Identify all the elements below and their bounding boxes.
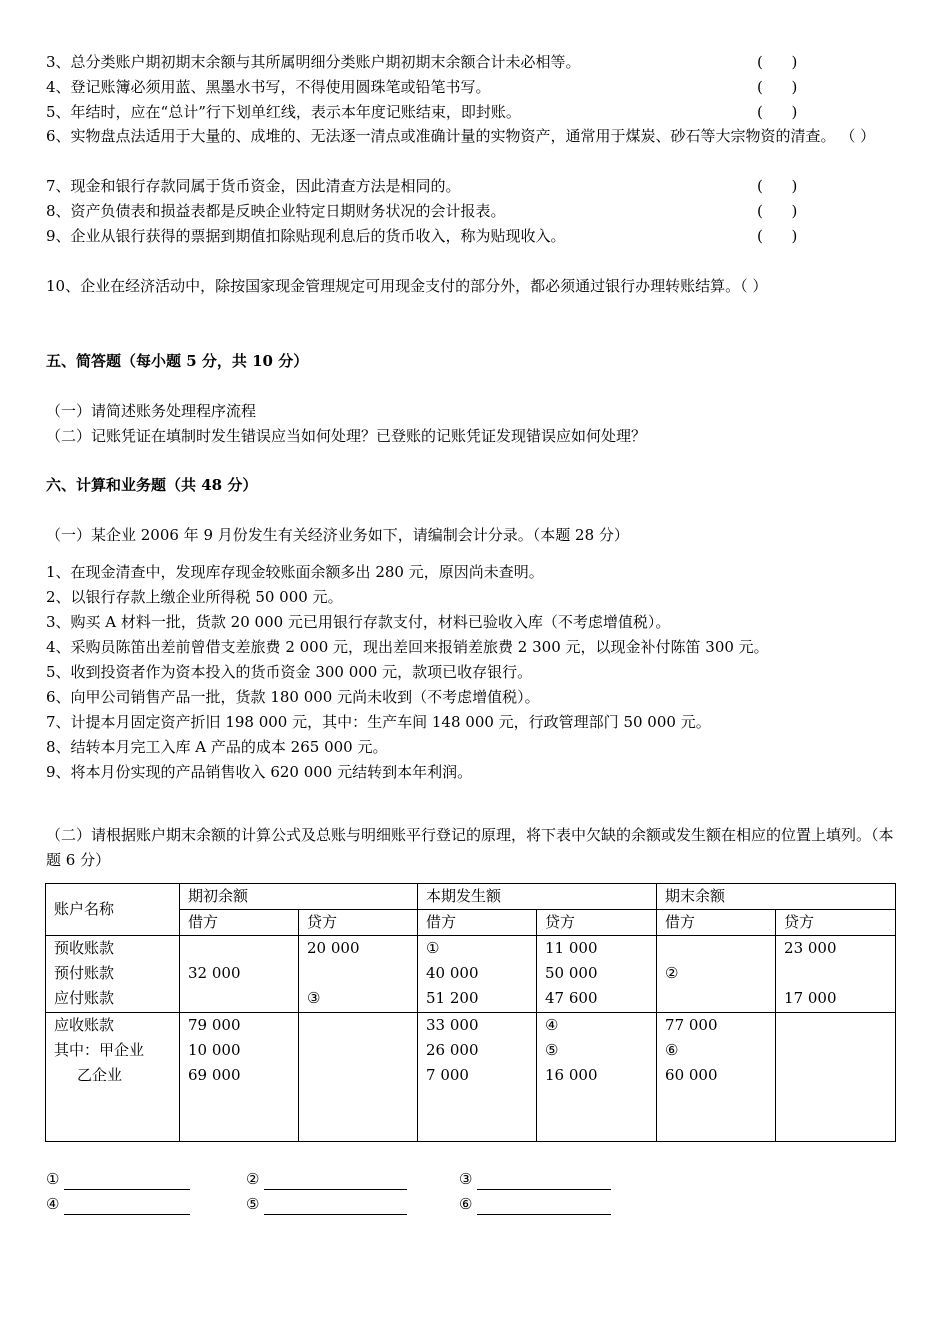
cell-value: 51 200 (426, 989, 479, 1007)
header-closing-balance: 期末余额 (657, 884, 896, 910)
cell-period-credit (537, 936, 657, 1013)
cell-value (665, 986, 775, 1011)
account-name: 应付账款 (54, 989, 115, 1007)
header-debit: 借方 (657, 910, 776, 936)
cell-value: 23 000 (784, 939, 837, 957)
cell-value: ⑤ (545, 1041, 559, 1059)
cell-value (784, 961, 895, 986)
section5-heading: 五、简答题（每小题 5 分，共 10 分） (46, 352, 309, 370)
answer-paren-9: ( ) (757, 227, 798, 245)
table-header-row (46, 884, 896, 910)
cell-closing-credit (776, 1013, 896, 1142)
answer-blank-1[interactable] (46, 1168, 190, 1190)
cell-value: 50 000 (545, 964, 598, 982)
cell-value: 7 000 (426, 1066, 469, 1084)
answer-blank-3[interactable] (459, 1168, 611, 1190)
cell-value: 60 000 (665, 1066, 718, 1084)
answer-marker: ② (246, 1170, 260, 1188)
answer-paren-4: ( ) (757, 78, 798, 96)
cell-value: 33 000 (426, 1016, 479, 1034)
account-names-block2 (46, 1013, 180, 1142)
answer-paren-5: ( ) (757, 103, 798, 121)
business-item-8: 8、结转本月完工入库 A 产品的成本 265 000 元。 (46, 738, 388, 756)
cell-value: ③ (307, 989, 321, 1007)
cell-value (784, 1063, 895, 1088)
cell-opening-debit (180, 936, 299, 1013)
answer-marker: ⑤ (246, 1195, 260, 1213)
judgment-item-8: 8、资产负债表和损益表都是反映企业特定日期财务状况的会计报表。 (46, 202, 506, 220)
answer-line[interactable] (264, 1173, 407, 1190)
cell-value: ② (665, 964, 679, 982)
cell-value (307, 1063, 417, 1088)
part2-intro: （二）请根据账户期末余额的计算公式及总账与明细账平行登记的原理，将下表中欠缺的余额或发生额在相应的位置上填列。（本题 6 分） (46, 826, 894, 869)
cell-value: ① (426, 939, 440, 957)
cell-value: 17 000 (784, 989, 837, 1007)
table-row (46, 1013, 896, 1142)
answer-line[interactable] (477, 1198, 611, 1215)
judgment-item-4: 4、登记账簿必须用蓝、黑墨水书写，不得使用圆珠笔或铅笔书写。 (46, 78, 491, 96)
short-question-1: （一）请简述账务处理程序流程 (46, 402, 257, 420)
cell-value: 32 000 (188, 964, 241, 982)
cell-value: 20 000 (307, 939, 360, 957)
header-credit: 贷方 (537, 910, 657, 936)
business-item-1: 1、在现金清查中，发现库存现金较账面余额多出 280 元，原因尚未查明。 (46, 563, 544, 581)
cell-period-debit (418, 1013, 537, 1142)
header-debit: 借方 (180, 910, 299, 936)
business-item-3: 3、购买 A 材料一批，货款 20 000 元已用银行存款支付，材料已验收入库（不考虑增值税）。 (46, 613, 671, 631)
judgment-item-3: 3、总分类账户期初期末余额与其所属明细分类账户期初期末余额合计未必相等。 (46, 53, 581, 71)
judgment-item-7: 7、现金和银行存款同属于货币资金，因此清查方法是相同的。 (46, 177, 461, 195)
header-credit: 贷方 (776, 910, 896, 936)
cell-closing-debit (657, 1013, 776, 1142)
account-table (45, 883, 896, 1142)
answer-marker: ⑥ (459, 1195, 473, 1213)
account-names-block1 (46, 936, 180, 1013)
business-item-7: 7、计提本月固定资产折旧 198 000 元，其中：生产车间 148 000 元，行政管理部门 50 000 元。 (46, 713, 711, 731)
cell-value (784, 1038, 895, 1063)
header-debit: 借方 (418, 910, 537, 936)
answer-line[interactable] (64, 1198, 190, 1215)
business-item-2: 2、以银行存款上缴企业所得税 50 000 元。 (46, 588, 343, 606)
cell-value: 40 000 (426, 964, 479, 982)
cell-value: ④ (545, 1016, 559, 1034)
cell-value: 47 600 (545, 989, 598, 1007)
judgment-item-6: 6、实物盘点法适用于大量的、成堆的、无法逐一清点或准确计量的实物资产，通常用于煤炭、砂石等大宗物资的清查。 （ ） (46, 127, 876, 145)
answer-blank-4[interactable] (46, 1193, 190, 1215)
short-question-2: （二）记账凭证在填制时发生错误应当如何处理？已登账的记账凭证发现错误应如何处理？ (46, 427, 647, 445)
cell-value: ⑥ (665, 1041, 679, 1059)
answer-marker: ④ (46, 1195, 60, 1213)
part1-intro: （一）某企业 2006 年 9 月份发生有关经济业务如下，请编制会计分录。（本题 28 分） (46, 526, 629, 544)
answer-blank-5[interactable] (246, 1193, 407, 1215)
cell-period-debit (418, 936, 537, 1013)
account-name: 其中：甲企业 (54, 1041, 145, 1059)
header-period-amount: 本期发生额 (418, 884, 657, 910)
cell-opening-debit (180, 1013, 299, 1142)
table-row (46, 936, 896, 1013)
business-item-5: 5、收到投资者作为资本投入的货币资金 300 000 元，款项已收存银行。 (46, 663, 533, 681)
section6-heading: 六、计算和业务题（共 48 分） (46, 476, 258, 494)
answer-marker: ① (46, 1170, 60, 1188)
account-name: 乙企业 (77, 1066, 123, 1084)
cell-period-credit (537, 1013, 657, 1142)
answer-line[interactable] (477, 1173, 611, 1190)
cell-value: 11 000 (545, 939, 598, 957)
account-name: 预付账款 (54, 964, 115, 982)
cell-value: 26 000 (426, 1041, 479, 1059)
answer-paren-7: ( ) (757, 177, 798, 195)
judgment-item-5: 5、年结时，应在“总计”行下划单红线，表示本年度记账结束，即封账。 (46, 103, 521, 121)
cell-value (188, 936, 298, 961)
cell-value: 77 000 (665, 1016, 718, 1034)
cell-value: 69 000 (188, 1066, 241, 1084)
answer-line[interactable] (64, 1173, 190, 1190)
answer-paren-3: ( ) (757, 53, 798, 71)
answer-blank-2[interactable] (246, 1168, 407, 1190)
cell-opening-credit (299, 1013, 418, 1142)
account-name: 应收账款 (54, 1016, 115, 1034)
answer-blank-6[interactable] (459, 1193, 611, 1215)
cell-value (307, 961, 417, 986)
business-item-4: 4、采购员陈笛出差前曾借支差旅费 2 000 元，现出差回来报销差旅费 2 300 元，以现金补付陈笛 300 元。 (46, 638, 769, 656)
cell-value (188, 986, 298, 1011)
judgment-item-9: 9、企业从银行获得的票据到期值扣除贴现利息后的货币收入，称为贴现收入。 (46, 227, 566, 245)
cell-value: 79 000 (188, 1016, 241, 1034)
cell-value (665, 936, 775, 961)
cell-opening-credit (299, 936, 418, 1013)
cell-value (784, 1013, 895, 1038)
answer-marker: ③ (459, 1170, 473, 1188)
cell-value (307, 1013, 417, 1038)
judgment-item-10: 10、企业在经济活动中，除按国家现金管理规定可用现金支付的部分外，都必须通过银行办理转账结算。（ ） (46, 277, 768, 295)
cell-closing-debit (657, 936, 776, 1013)
cell-value (307, 1038, 417, 1063)
business-item-6: 6、向甲公司销售产品一批，货款 180 000 元尚未收到（不考虑增值税）。 (46, 688, 540, 706)
header-opening-balance: 期初余额 (180, 884, 418, 910)
header-credit: 贷方 (299, 910, 418, 936)
business-item-9: 9、将本月份实现的产品销售收入 620 000 元结转到本年利润。 (46, 763, 473, 781)
header-account-name: 账户名称 (46, 884, 180, 936)
account-name: 预收账款 (54, 939, 115, 957)
cell-value: 10 000 (188, 1041, 241, 1059)
answer-paren-8: ( ) (757, 202, 798, 220)
answer-line[interactable] (264, 1198, 407, 1215)
cell-value: 16 000 (545, 1066, 598, 1084)
cell-closing-credit (776, 936, 896, 1013)
